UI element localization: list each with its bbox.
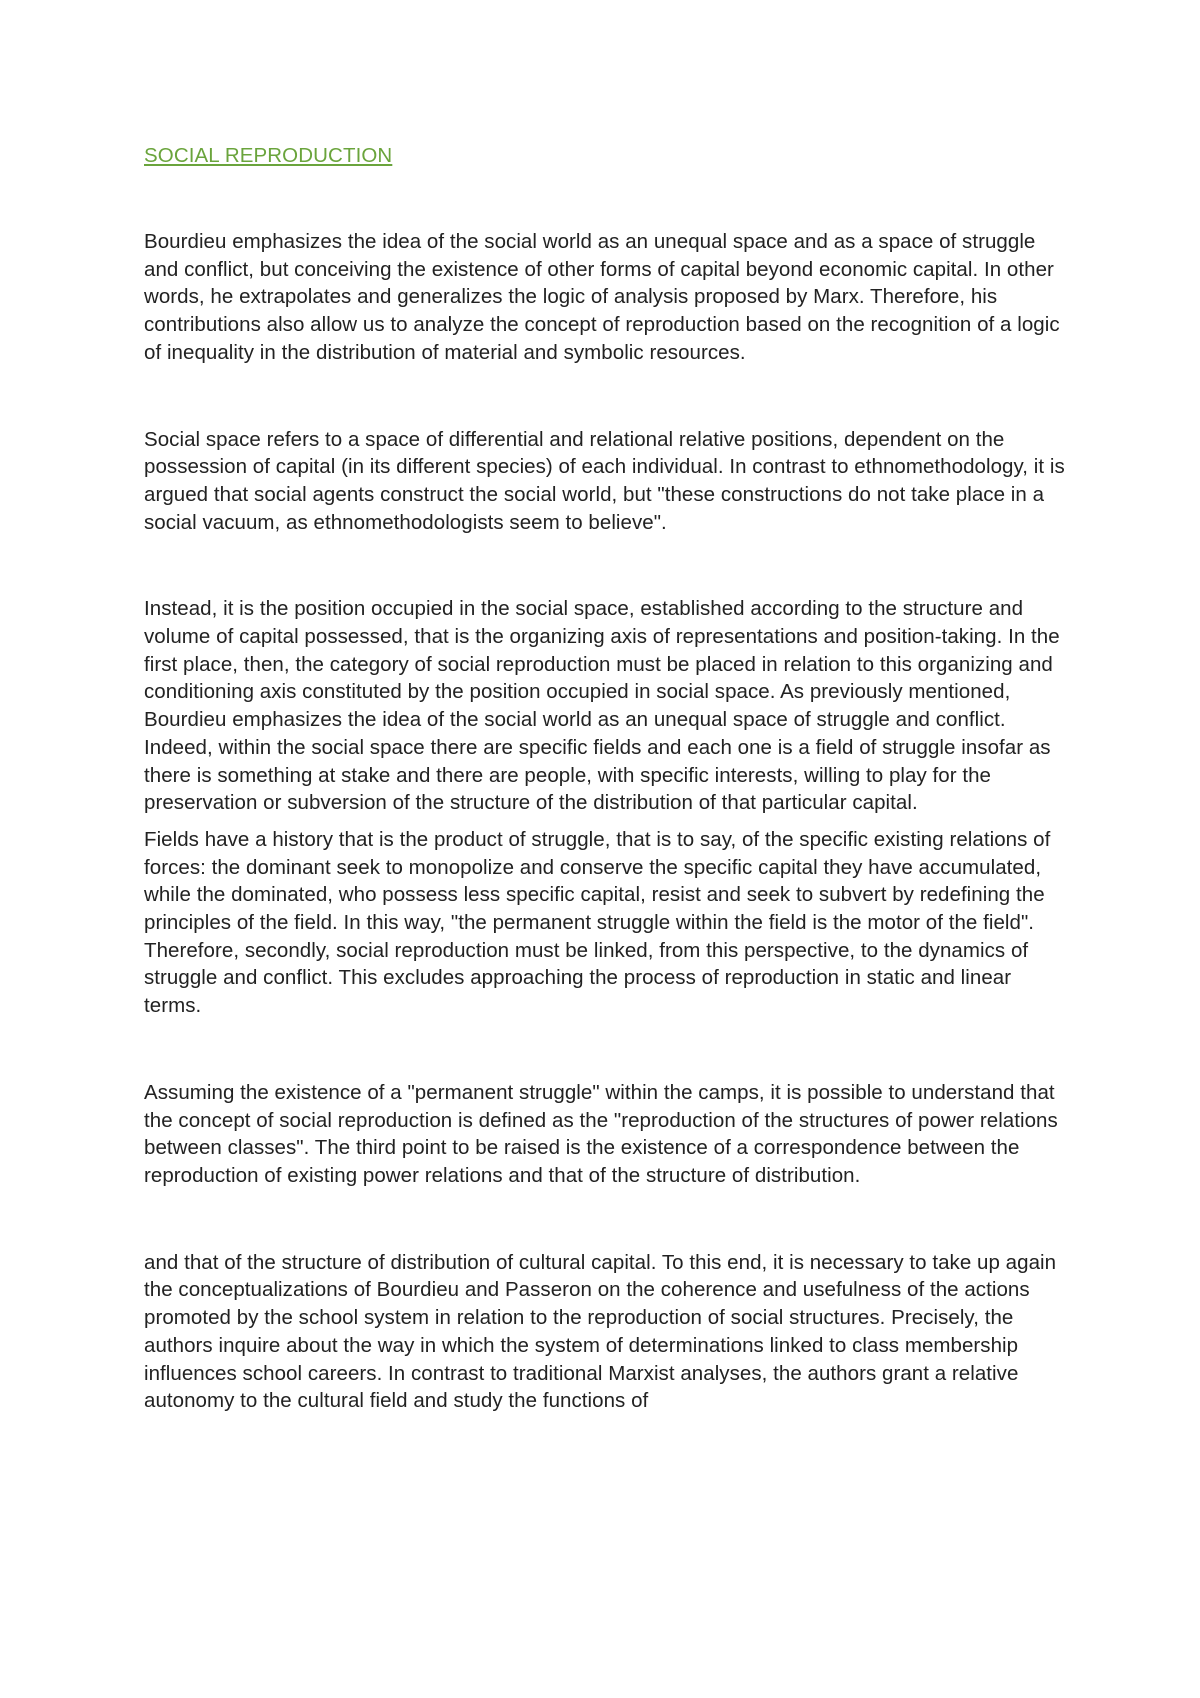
paragraph-2: Social space refers to a space of differential and relational relative positions, dependent on the possession of capital (in its different species) of each individual. In contrast to ethnomethodology, it is argued that social agents construct the social world, but "these constructions do not take place in a social vacuum, as ethnomethodologists seem to believe". [144,427,1065,534]
document-body [144,142,1070,1415]
page-title: SOCIAL REPRODUCTION [144,144,393,167]
paragraph-5: Assuming the existence of a "permanent struggle" within the camps, it is possible to understand that the concept of social reproduction is defined as the "reproduction of the structures of power relations between classes". The third point to be raised is the existence of a correspondence between the reproduction of existing power relations and that of the structure of distribution. [144,1080,1058,1187]
paragraph-3: Instead, it is the position occupied in the social space, established according to the structure and volume of capital possessed, that is the organizing axis of representations and position-taking. In the first place, then, the category of social reproduction must be placed in relation to this organizing and conditioning axis constituted by the position occupied in social space. As previously mentioned, Bourdieu emphasizes the idea of the social world as an unequal space of struggle and conflict. Indeed, within the social space there are specific fields and each one is a field of struggle insofar as there is something at stake and there are people, with specific interests, willing to play for the preservation or subversion of the structure of the distribution of that particular capital. [144,597,1060,815]
paragraph-4: Fields have a history that is the product of struggle, that is to say, of the specific existing relations of forces: the dominant seek to monopolize and conserve the specific capital they have accumulated, while the dominated, who possess less specific capital, resist and seek to subvert by redefining the principles of the field. In this way, "the permanent struggle within the field is the motor of the field". Therefore, secondly, social reproduction must be linked, from this perspective, to the dynamics of struggle and conflict. This excludes approaching the process of reproduction in static and linear terms. [144,827,1051,1018]
paragraph-1: Bourdieu emphasizes the idea of the social world as an unequal space and as a space of struggle and conflict, but conceiving the existence of other forms of capital beyond economic capital. In other words, he extrapolates and generalizes the logic of analysis proposed by Marx. Therefore, his contributions also allow us to analyze the concept of reproduction based on the recognition of a logic of inequality in the distribution of material and symbolic resources. [144,230,1060,364]
paragraph-6: and that of the structure of distribution of cultural capital. To this end, it is necessary to take up again the conceptualizations of Bourdieu and Passeron on the coherence and usefulness of the actions promoted by the school system in relation to the reproduction of social structures. Precisely, the authors inquire about the way in which the system of determinations linked to class membership influences school careers. In contrast to traditional Marxist analyses, the authors grant a relative autonomy to the cultural field and study the functions of [144,1250,1057,1413]
